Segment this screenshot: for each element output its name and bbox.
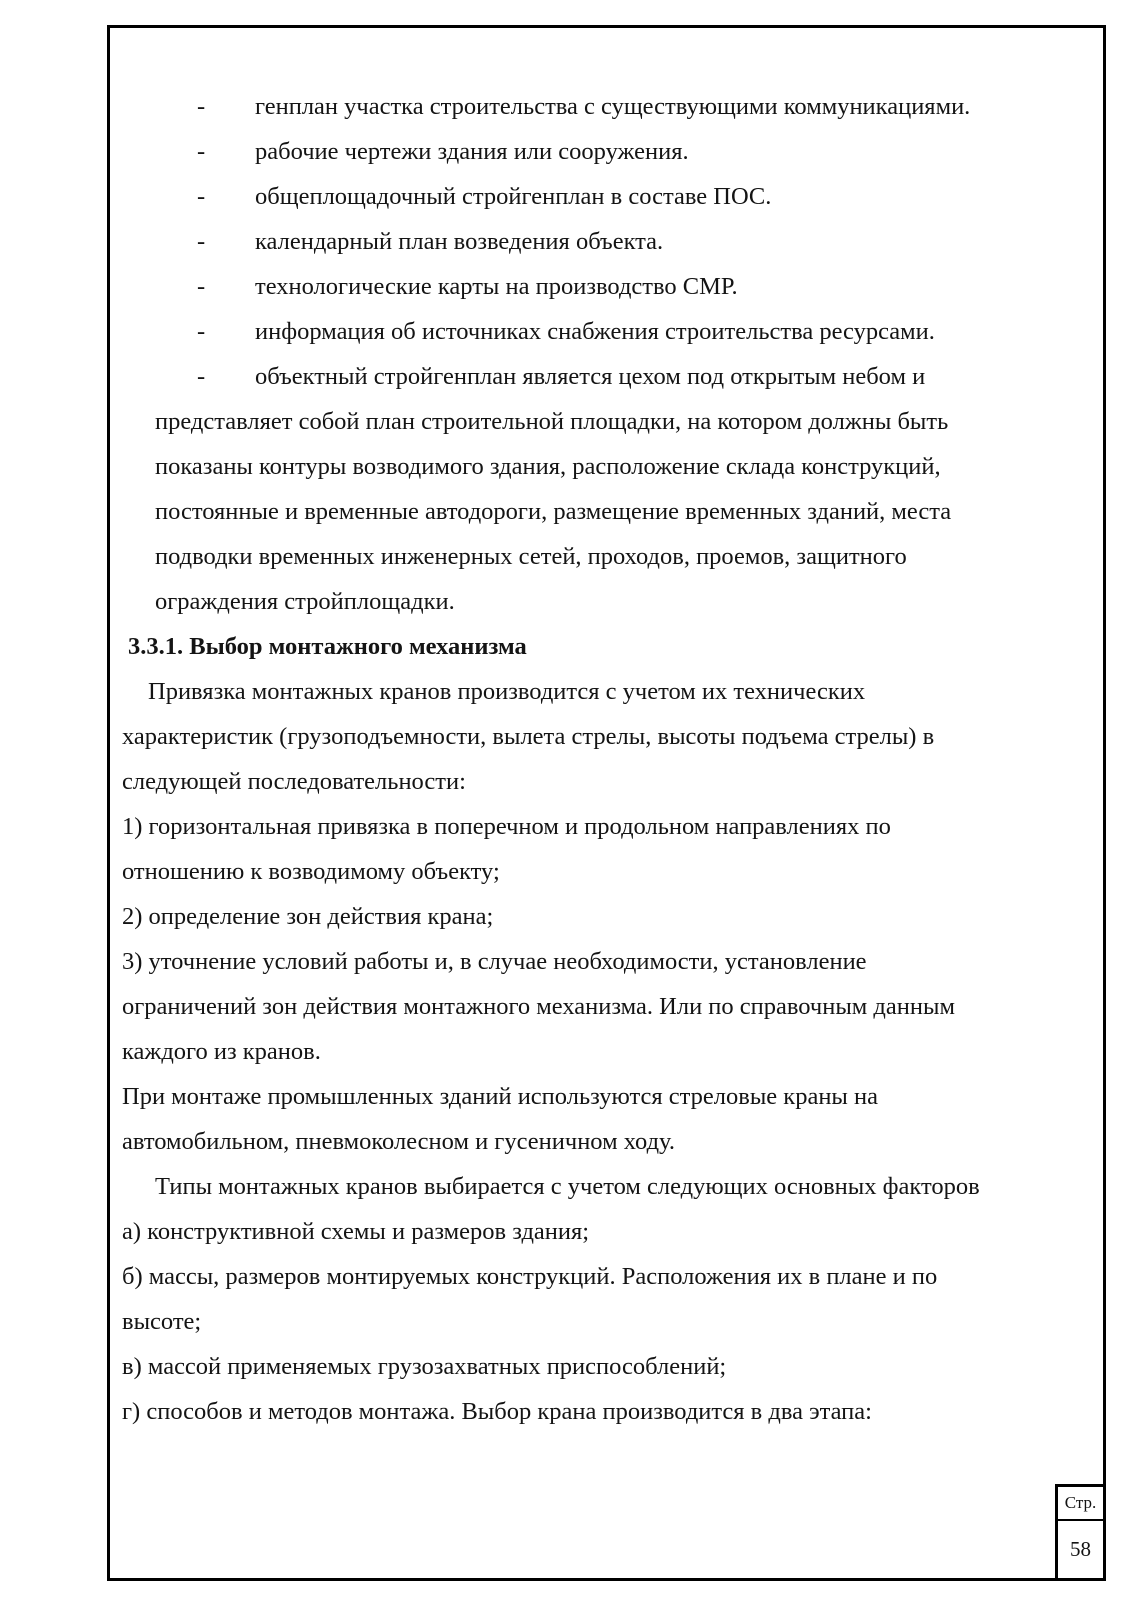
- list-bullet-marker: -: [197, 273, 206, 300]
- list-item: технологические карты на производство СМР.: [255, 273, 738, 300]
- paragraph-line: автомобильном, пневмоколесном и гусеничном ходу.: [122, 1128, 675, 1155]
- page-stamp: [1055, 1484, 1106, 1581]
- list-item: календарный план возведения объекта.: [255, 228, 664, 255]
- section-heading: 3.3.1. Выбор монтажного механизма: [128, 633, 527, 660]
- paragraph-line: г) способов и методов монтажа. Выбор крана производится в два этапа:: [122, 1398, 872, 1425]
- paragraph-line: ограничений зон действия монтажного механизма. Или по справочным данным: [122, 993, 955, 1020]
- list-item: информация об источниках снабжения строительства ресурсами.: [255, 318, 935, 345]
- paragraph-line: 2) определение зон действия крана;: [122, 903, 494, 930]
- paragraph-line: б) массы, размеров монтируемых конструкций. Расположения их в плане и по: [122, 1263, 938, 1290]
- list-bullet-marker: -: [197, 138, 206, 165]
- list-bullet-marker: -: [197, 363, 206, 390]
- list-item-continuation: подводки временных инженерных сетей, проходов, проемов, защитного: [155, 543, 907, 570]
- list-item-continuation: представляет собой план строительной площадки, на котором должны быть: [155, 408, 949, 435]
- list-bullet-marker: -: [197, 93, 206, 120]
- paragraph-line: Типы монтажных кранов выбирается с учетом следующих основных факторов: [155, 1173, 980, 1200]
- page-stamp-label: Стр.: [1058, 1487, 1103, 1521]
- list-item-continuation: постоянные и временные автодороги, размещение временных зданий, места: [155, 498, 952, 525]
- paragraph-line: Привязка монтажных кранов производится с учетом их технических: [148, 678, 866, 705]
- page-number: 58: [1070, 1537, 1091, 1561]
- list-item: рабочие чертежи здания или сооружения.: [255, 138, 689, 165]
- paragraph-line: 3) уточнение условий работы и, в случае необходимости, установление: [122, 948, 867, 975]
- paragraph-line: в) массой применяемых грузозахватных приспособлений;: [122, 1353, 727, 1380]
- paragraph-line: следующей последовательности:: [122, 768, 466, 795]
- paragraph-line: высоте;: [122, 1308, 202, 1335]
- paragraph-line: каждого из кранов.: [122, 1038, 321, 1065]
- list-item: общеплощадочный стройгенплан в составе ПОС.: [255, 183, 772, 210]
- paragraph-line: характеристик (грузоподъемности, вылета стрелы, высоты подъема стрелы) в: [122, 723, 935, 750]
- list-bullet-marker: -: [197, 318, 206, 345]
- paragraph-line: При монтаже промышленных зданий используются стреловые краны на: [122, 1083, 879, 1110]
- list-bullet-marker: -: [197, 228, 206, 255]
- paragraph-line: 1) горизонтальная привязка в поперечном и продольном направлениях по: [122, 813, 891, 840]
- list-item: объектный стройгенплан является цехом под открытым небом и: [255, 363, 926, 390]
- paragraph-line: а) конструктивной схемы и размеров здания;: [122, 1218, 590, 1245]
- list-item: генплан участка строительства с существующими коммуникациями.: [255, 93, 971, 120]
- page-frame: [107, 25, 1106, 1581]
- list-item-continuation: ограждения стройплощадки.: [155, 588, 455, 615]
- paragraph-line: отношению к возводимому объекту;: [122, 858, 500, 885]
- list-item-continuation: показаны контуры возводимого здания, расположение склада конструкций,: [155, 453, 941, 480]
- list-bullet-marker: -: [197, 183, 206, 210]
